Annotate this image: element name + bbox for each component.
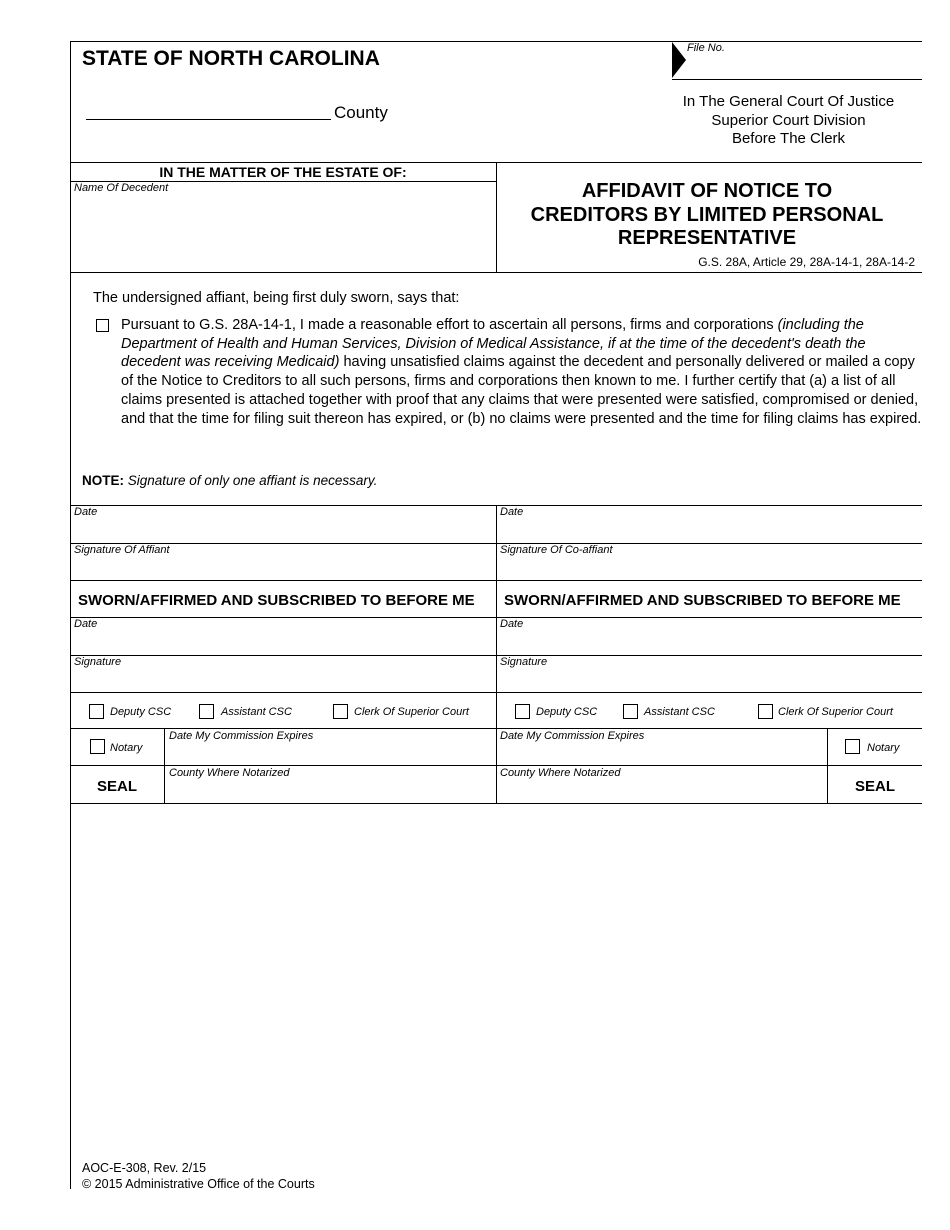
note-text: Signature of only one affiant is necessary.: [127, 473, 378, 488]
assistant-csc-label-right: Assistant CSC: [644, 706, 715, 718]
county-row-line: [70, 803, 922, 804]
assistant-csc-checkbox-right[interactable]: [623, 704, 638, 719]
certification-checkbox[interactable]: [96, 319, 109, 332]
matter-heading: IN THE MATTER OF THE ESTATE OF:: [159, 164, 407, 180]
county-notarized-label-right: County Where Notarized: [500, 767, 621, 779]
affiant-signature-label: Signature Of Affiant: [74, 544, 170, 556]
commission-input-left[interactable]: [169, 744, 491, 764]
form-title-line-2: CREDITORS BY LIMITED PERSONAL: [530, 203, 884, 226]
notary-checkbox-left[interactable]: [90, 739, 105, 754]
commission-input-right[interactable]: [500, 744, 822, 764]
county-notarized-input-right[interactable]: [500, 781, 822, 802]
certification-text-1: Pursuant to G.S. 28A-14-1, I made a reasonable effort to ascertain all persons, firms and corporations: [121, 317, 778, 333]
notary-label-right: Notary: [867, 742, 900, 754]
note-label: NOTE:: [82, 473, 124, 488]
assistant-csc-label-left: Assistant CSC: [221, 706, 292, 718]
affiant-date-label: Date: [74, 506, 98, 518]
court-line-2: Superior Court Division: [711, 111, 866, 129]
center-divider-2: [496, 617, 497, 803]
left-border: [70, 41, 71, 1189]
state-heading: STATE OF NORTH CAROLINA: [82, 47, 380, 70]
notary-checkbox-right[interactable]: [845, 739, 860, 754]
assistant-csc-checkbox-left[interactable]: [199, 704, 214, 719]
affiant-date-input[interactable]: [74, 520, 492, 542]
sworn-signature-input-left[interactable]: [74, 670, 492, 691]
deputy-csc-label-left: Deputy CSC: [110, 706, 172, 718]
checkbox-row-bottom-line: [70, 728, 922, 729]
file-no-bottom-line: [672, 79, 922, 80]
deputy-csc-checkbox-left[interactable]: [89, 704, 104, 719]
top-border: [70, 41, 674, 42]
court-block: [650, 93, 927, 149]
form-title-line-3: REPRESENTATIVE: [617, 227, 797, 249]
commission-label-right: Date My Commission Expires: [500, 730, 645, 742]
statute-reference: G.S. 28A, Article 29, 28A-14-1, 28A-14-2: [698, 255, 915, 269]
sworn-heading-left: SWORN/AFFIRMED AND SUBSCRIBED TO BEFORE ME: [78, 592, 475, 609]
file-no-arrow-icon: [672, 42, 686, 78]
county-input[interactable]: [86, 100, 331, 120]
co-affiant-signature-input[interactable]: [500, 558, 918, 579]
clerk-label-left: Clerk Of Superior Court: [354, 706, 469, 718]
notary-label-left: Notary: [110, 742, 143, 754]
decedent-name-input[interactable]: [74, 198, 492, 268]
sworn-date-input-right[interactable]: [500, 632, 918, 654]
co-affiant-date-input[interactable]: [500, 520, 918, 542]
co-affiant-signature-label: Signature Of Co-affiant: [500, 544, 613, 556]
court-line-1: In The General Court Of Justice: [682, 93, 895, 110]
form-number: AOC-E-308, Rev. 2/15: [82, 1161, 207, 1175]
sworn-heading-right: SWORN/AFFIRMED AND SUBSCRIBED TO BEFORE ME: [504, 592, 901, 609]
seal-label-left: SEAL: [97, 778, 138, 795]
court-line-3: Before The Clerk: [731, 130, 846, 147]
deputy-csc-checkbox-right[interactable]: [515, 704, 530, 719]
county-notarized-input-left[interactable]: [169, 781, 491, 802]
sworn-signature-label-left: Signature: [74, 656, 122, 668]
clerk-checkbox-right[interactable]: [758, 704, 773, 719]
form-title: [497, 180, 917, 251]
clerk-label-right: Clerk Of Superior Court: [778, 706, 893, 718]
sworn-signature-label-right: Signature: [500, 656, 548, 668]
county-label: County: [334, 103, 388, 122]
file-no-input[interactable]: [690, 56, 920, 78]
sworn-date-label-right: Date: [500, 618, 524, 630]
decedent-name-label: Name Of Decedent: [74, 182, 169, 194]
co-affiant-date-label: Date: [500, 506, 524, 518]
file-no-label: File No.: [687, 42, 725, 54]
deputy-csc-label-right: Deputy CSC: [536, 706, 598, 718]
county-notarized-label-left: County Where Notarized: [169, 767, 290, 779]
sworn-date-label-left: Date: [74, 618, 98, 630]
affiant-signature-input[interactable]: [74, 558, 492, 579]
sworn-date-input-left[interactable]: [74, 632, 492, 654]
commission-row-line: [70, 765, 922, 766]
copyright: © 2015 Administrative Office of the Courts: [82, 1177, 315, 1191]
center-divider-1: [496, 505, 497, 618]
form-title-line-1: AFFIDAVIT OF NOTICE TO: [581, 180, 833, 202]
county-underline: [86, 119, 331, 120]
commission-label-left: Date My Commission Expires: [169, 730, 314, 742]
matter-bottom-line: [70, 272, 922, 273]
intro-text: The undersigned affiant, being first duly sworn, says that:: [93, 290, 460, 306]
clerk-checkbox-left[interactable]: [333, 704, 348, 719]
sworn-signature-input-right[interactable]: [500, 670, 918, 691]
note: [82, 473, 377, 488]
certification-text-italic: (including the Department of Health and Human Services, Division of Medical Assistance, if at the time of the decedent's death the decedent was receiving Medicaid): [121, 317, 866, 371]
certification-text-2: having unsatisfied claims against the decedent and personally delivered or mailed a copy of the Notice to Creditors to all such persons, firms and corporations then known to me. I further certify that (a) a list of all claims presented is attached together with proof that any claims that were presented were satisfied, compromised or denied, and that the time for filing suit thereon has expired, or (b) no claims were presented and the time for filing claims has expired.: [121, 354, 922, 427]
seal-label-right: SEAL: [855, 778, 896, 795]
certification-paragraph: [121, 316, 923, 428]
